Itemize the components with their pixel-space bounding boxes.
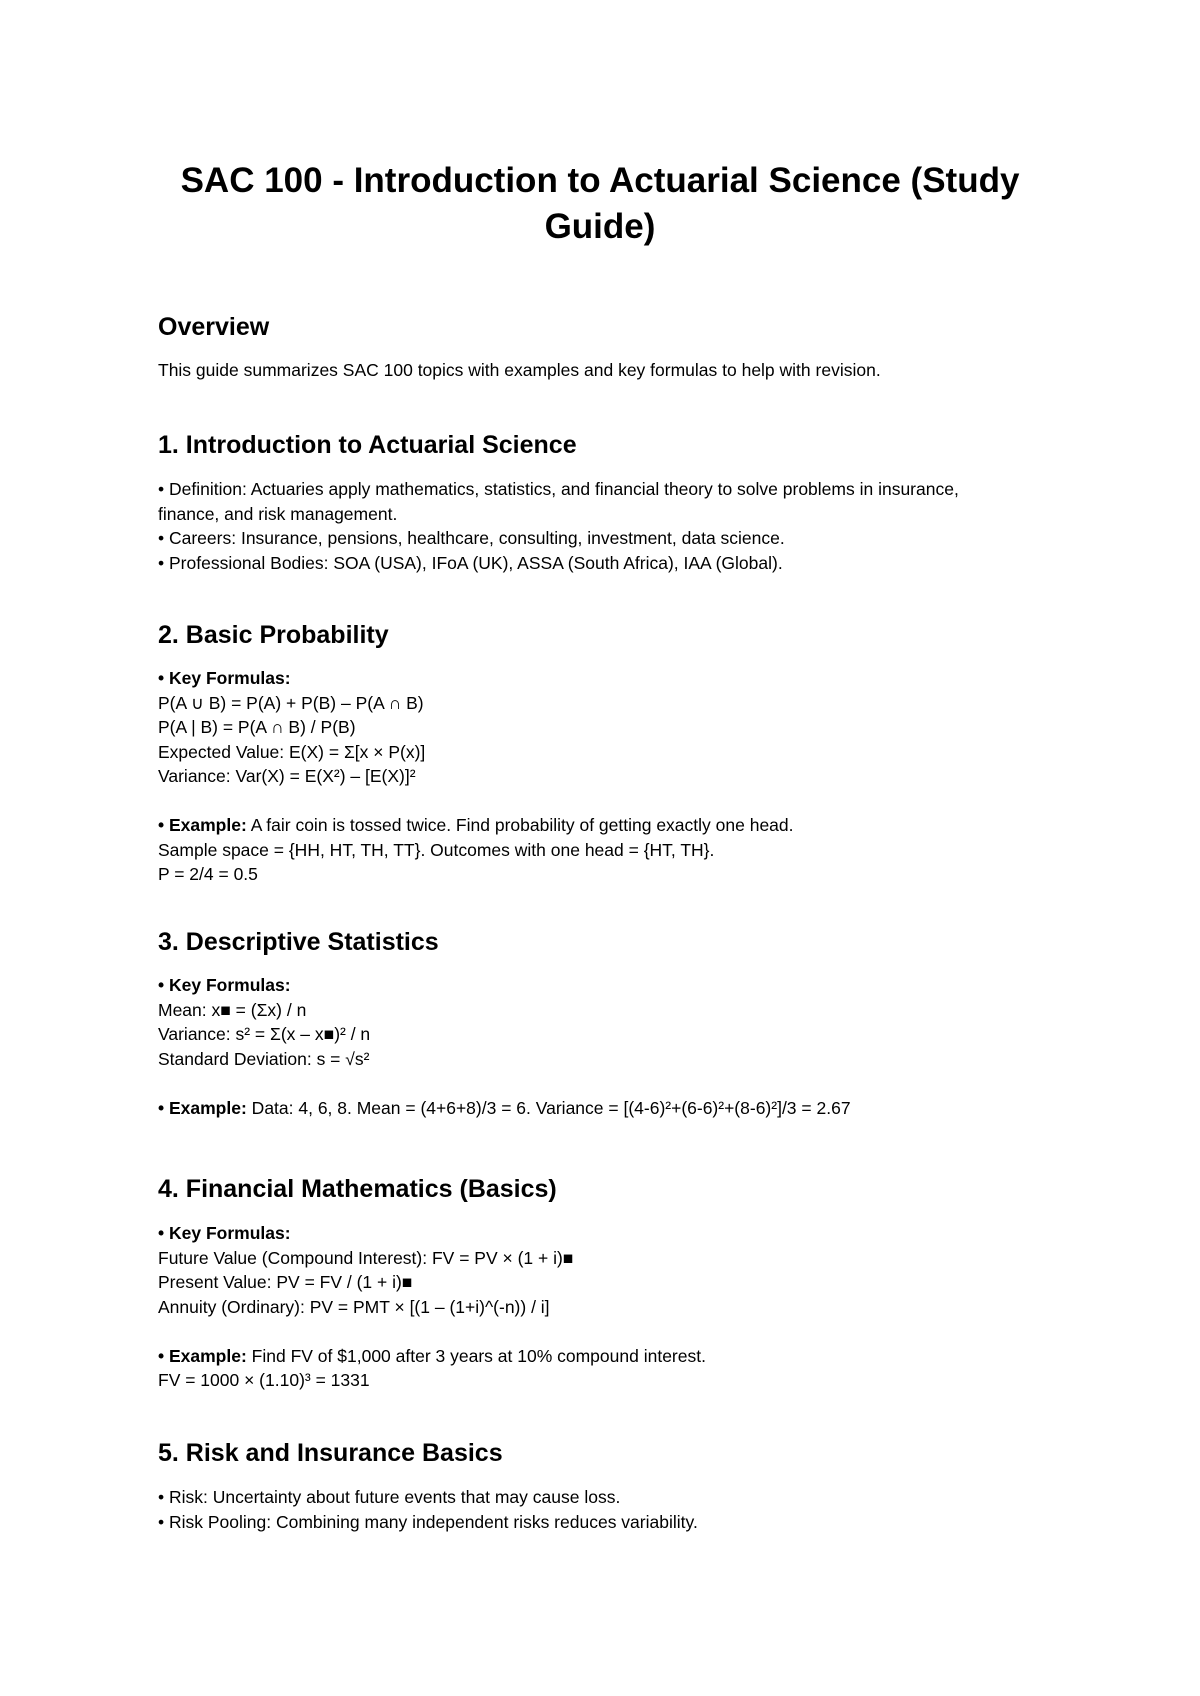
key-formulas-label: • Key Formulas:: [158, 668, 291, 688]
section-4-body: [158, 1221, 1018, 1393]
bullet-professional-bodies: • Professional Bodies: SOA (USA), IFoA (UK), ASSA (South Africa), IAA (Global).: [158, 552, 783, 573]
section-4-heading: 4. Financial Mathematics (Basics): [158, 1175, 557, 1203]
example-sample-space: Sample space = {HH, HT, TH, TT}. Outcomes with one head = {HT, TH}.: [158, 839, 715, 860]
formula-std-dev: Standard Deviation: s = √s²: [158, 1048, 370, 1069]
document-title: SAC 100 - Introduction to Actuarial Science (Study Guide): [180, 161, 1020, 246]
bullet-definition: • Definition: Actuaries apply mathematics, statistics, and financial theory to solve problems in insurance, finance, and risk management.: [158, 479, 959, 524]
formula-future-value: Future Value (Compound Interest): FV = PV × (1 + i)■: [158, 1247, 574, 1268]
example-line: [158, 1344, 1018, 1369]
bullet-risk-pooling: • Risk Pooling: Combining many independent risks reduces variability.: [158, 1511, 698, 1532]
formula-variance: Variance: s² = Σ(x – x■)² / n: [158, 1024, 371, 1044]
spacer: [158, 1071, 1018, 1096]
example-label: • Example:: [158, 1097, 247, 1118]
section-3-body: [158, 973, 1018, 1120]
section-2-heading: 2. Basic Probability: [158, 621, 389, 649]
example-label: • Example:: [158, 1345, 247, 1366]
bullet-careers: • Careers: Insurance, pensions, healthcare, consulting, investment, data science.: [158, 528, 785, 548]
spacer: [158, 789, 1018, 814]
example-text: Data: 4, 6, 8. Mean = (4+6+8)/3 = 6. Variance = [(4-6)²+(6-6)²+(8-6)²]/3 = 2.67: [246, 1097, 851, 1118]
formula-union: P(A ∪ B) = P(A) + P(B) – P(A ∩ B): [158, 692, 424, 713]
example-line: [158, 1096, 1018, 1121]
overview-heading: Overview: [158, 313, 270, 341]
example-text: Find FV of $1,000 after 3 years at 10% compound interest.: [246, 1345, 706, 1366]
example-line: [158, 813, 1018, 838]
key-formulas-label: • Key Formulas:: [158, 975, 291, 995]
section-3-heading: 3. Descriptive Statistics: [158, 928, 439, 956]
section-1-heading: 1. Introduction to Actuarial Science: [158, 431, 577, 459]
formula-expected-value: Expected Value: E(X) = Σ[x × P(x)]: [158, 741, 426, 762]
example-result: FV = 1000 × (1.10)³ = 1331: [158, 1370, 370, 1390]
example-label: • Example:: [158, 815, 247, 835]
key-formulas-label: • Key Formulas:: [158, 1223, 291, 1243]
section-5-body: [158, 1485, 1018, 1534]
example-result: P = 2/4 = 0.5: [158, 864, 258, 884]
formula-mean: Mean: x■ = (Σx) / n: [158, 999, 307, 1020]
overview-section: [158, 358, 1018, 383]
section-1-body: [158, 477, 1018, 575]
formula-conditional: P(A | B) = P(A ∩ B) / P(B): [158, 717, 356, 737]
formula-variance: Variance: Var(X) = E(X²) – [E(X)]²: [158, 766, 416, 786]
example-text: A fair coin is tossed twice. Find probability of getting exactly one head.: [246, 815, 794, 835]
overview-text: This guide summarizes SAC 100 topics with examples and key formulas to help with revision.: [158, 360, 881, 380]
spacer: [158, 1319, 1018, 1344]
section-5-heading: 5. Risk and Insurance Basics: [158, 1439, 503, 1467]
formula-present-value: Present Value: PV = FV / (1 + i)■: [158, 1272, 413, 1292]
bullet-risk: • Risk: Uncertainty about future events that may cause loss.: [158, 1487, 621, 1507]
formula-annuity: Annuity (Ordinary): PV = PMT × [(1 – (1+i)^(-n)) / i]: [158, 1296, 550, 1317]
section-2-body: [158, 666, 1018, 887]
